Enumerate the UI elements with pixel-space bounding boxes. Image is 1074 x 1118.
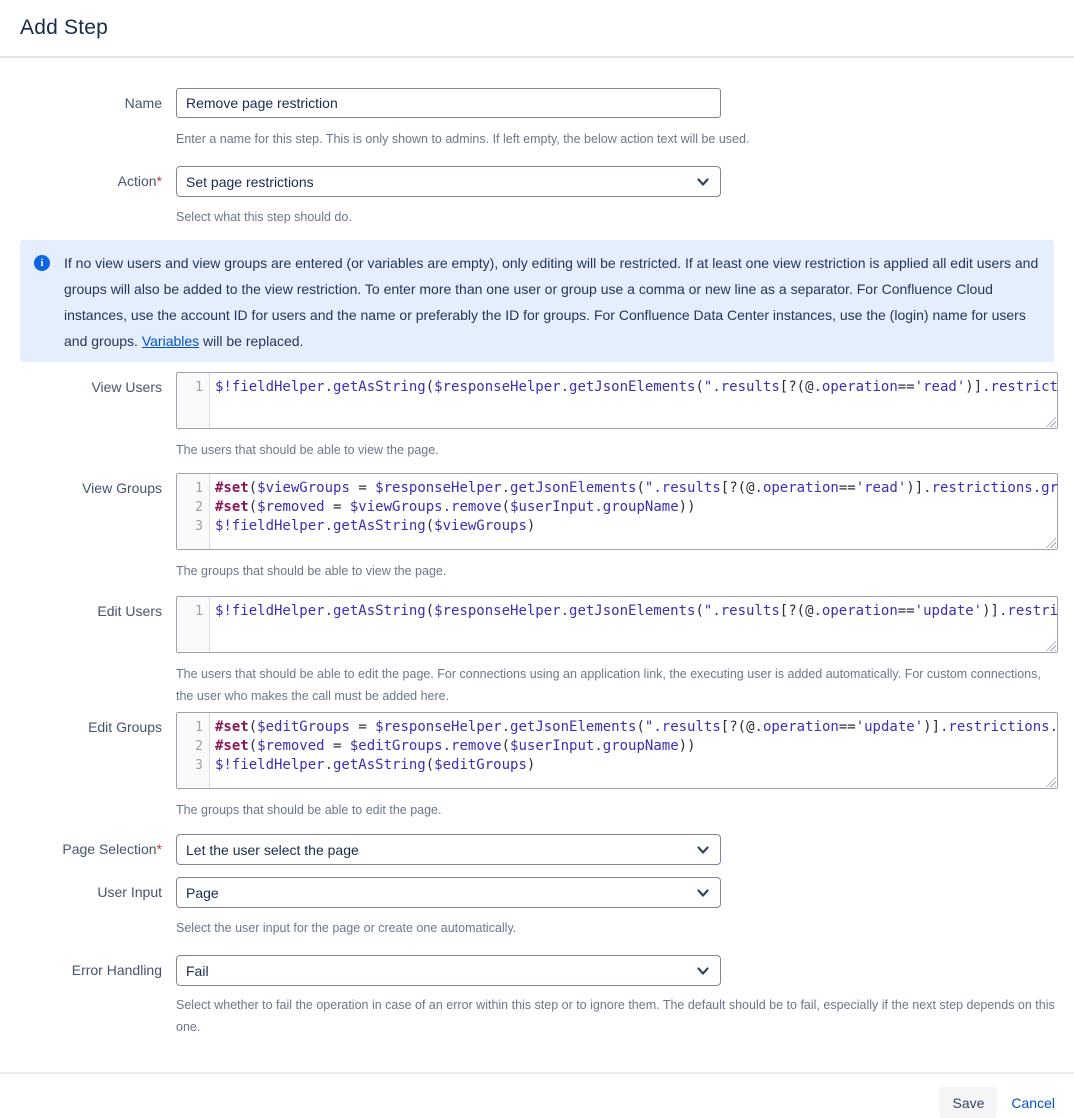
page-selection-field-row: [0, 834, 1074, 865]
action-field-row: [0, 166, 1074, 197]
page-title: Add Step: [20, 16, 108, 39]
page-selection-select-value: Let the user select the page: [186, 841, 359, 858]
error-handling-select-value: Fail: [186, 962, 209, 979]
code-content[interactable]: $!fieldHelper.getAsString($responseHelper.getJsonElements(".results[?(@.operation=='update')].restri: [215, 603, 1058, 619]
error-handling-select[interactable]: [176, 955, 721, 986]
edit-groups-field-row: [0, 712, 1074, 789]
user-input-help-text: Select the user input for the page or create one automatically.: [176, 921, 517, 935]
action-help-text: Select what this step should do.: [176, 210, 352, 224]
view-groups-field-row: [0, 473, 1074, 550]
line-number-gutter: 1 2 3: [177, 474, 210, 549]
user-input-label: User Input: [97, 884, 162, 900]
save-button[interactable]: Save: [939, 1087, 997, 1118]
error-handling-field-row: [0, 955, 1074, 986]
user-input-select-value: Page: [186, 884, 219, 901]
action-select-value: Set page restrictions: [186, 173, 314, 190]
edit-users-help-text: The users that should be able to edit the page. For connections using an application link, the executing user is added automatically. For custom connections, the user who makes the call must be added here.: [176, 667, 1041, 703]
code-content[interactable]: $!fieldHelper.getAsString($responseHelper.getJsonElements(".results[?(@.operation=='read')].restrict: [215, 379, 1058, 395]
view-users-help-text: The users that should be able to view the page.: [176, 443, 439, 457]
line-number-gutter: 1 2 3: [177, 713, 210, 788]
action-select[interactable]: [176, 166, 721, 197]
dialog-header: [0, 0, 1074, 58]
code-content[interactable]: #set($viewGroups = $responseHelper.getJsonElements(".results[?(@.operation=='read')].restrictions.gr #set($removed = $viewGroups.remove($userInput.groupName)) $!fieldHelper.getAsString($viewGroups): [215, 480, 1058, 534]
error-handling-help-text: Select whether to fail the operation in case of an error within this step or to ignore them. The default should be to fail, especially if the next step depends on this one.: [176, 998, 1055, 1034]
name-field-row: [0, 88, 1074, 118]
page-selection-label: Page Selection*: [62, 841, 162, 857]
dialog-footer: [0, 1072, 1074, 1118]
edit-users-code-editor[interactable]: [176, 596, 1058, 653]
chevron-down-icon: [696, 964, 710, 978]
line-number-gutter: 1: [177, 373, 210, 428]
name-label: Name: [124, 95, 162, 111]
variables-link[interactable]: Variables: [141, 333, 200, 349]
edit-groups-help-text: The groups that should be able to edit the page.: [176, 803, 442, 817]
info-banner: [20, 240, 1054, 362]
line-number-gutter: 1: [177, 597, 210, 652]
edit-users-field-row: [0, 596, 1074, 653]
error-handling-label: Error Handling: [71, 962, 162, 978]
required-asterisk: *: [156, 841, 162, 857]
view-groups-help-text: The groups that should be able to view the page.: [176, 564, 447, 578]
view-users-label: View Users: [91, 379, 162, 395]
name-help-text: Enter a name for this step. This is only shown to admins. If left empty, the below action text will be used.: [176, 132, 750, 146]
action-label: Action*: [117, 173, 162, 189]
code-content[interactable]: #set($editGroups = $responseHelper.getJsonElements(".results[?(@.operation=='update')].restrictions. #set($removed = $editGroups.remove($userInput.groupName)) $!fieldHelper.getAsString($editGroups): [215, 719, 1059, 773]
view-users-code-editor[interactable]: [176, 372, 1058, 429]
user-input-field-row: [0, 877, 1074, 908]
required-asterisk: *: [156, 173, 162, 189]
edit-users-label: Edit Users: [97, 603, 162, 619]
chevron-down-icon: [696, 843, 710, 857]
name-input[interactable]: [176, 88, 721, 118]
edit-groups-label: Edit Groups: [88, 719, 162, 735]
page-selection-select[interactable]: [176, 834, 721, 865]
info-banner-text: If no view users and view groups are entered (or variables are empty), only editing will be restricted. If at least one view restriction is applied all edit users and groups will also be added to the view restriction. To enter more than one user or group use a comma or new line as a separator. For Confluence Cloud instances, use the account ID for users and the name or preferably the ID for groups. For Confluence Data Center instances, use the (login) name for users and groups. Variables will be replaced.: [64, 255, 1039, 349]
view-groups-code-editor[interactable]: [176, 473, 1058, 550]
view-groups-label: View Groups: [82, 480, 162, 496]
edit-groups-code-editor[interactable]: [176, 712, 1058, 789]
info-icon: i: [34, 255, 50, 271]
cancel-button[interactable]: Cancel: [1011, 1094, 1055, 1111]
user-input-select[interactable]: [176, 877, 721, 908]
view-users-field-row: [0, 372, 1074, 429]
chevron-down-icon: [696, 886, 710, 900]
chevron-down-icon: [696, 175, 710, 189]
